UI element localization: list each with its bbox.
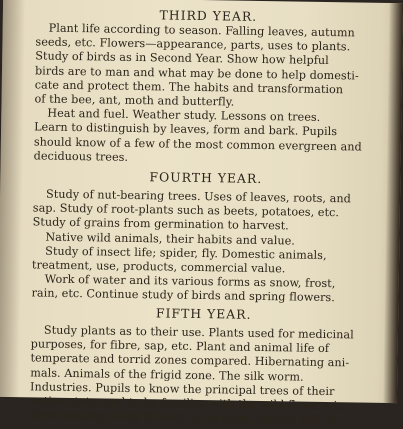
text-line: deciduous trees. [33, 149, 129, 164]
text-line: purposes, for fibre, sap, etc. Plant and animal life of [30, 337, 330, 356]
text-line: Study of grains from germination to harvest. [32, 215, 289, 233]
text-line: Industries. Pupils to know the principal trees of their [29, 380, 335, 398]
text-line: rain, etc. Continue study of birds and spring flowers. [31, 286, 335, 305]
text-line: sap. Study of root-plants such as beets, potatoes, etc. [32, 201, 340, 220]
text-line: Study of nut-bearing trees. Uses of leaves, roots, and [45, 187, 351, 206]
page-gutter-shadow [0, 0, 25, 397]
text-line: Learn to distinguish by leaves, form and bark. Pupils [34, 120, 338, 139]
text-line: their locality. Study flowers as to parts, habits, soil re- [29, 408, 341, 427]
text-line: Study plants as to their use. Plants used for medicinal [43, 323, 354, 342]
text-line: Plant life according to season. Falling leaves, autumn [48, 21, 355, 40]
section-heading-third-year: THIRD YEAR. [159, 7, 258, 24]
text-line: mals. Animals of the frigid zone. The silk worm. [30, 365, 304, 384]
text-line: treatment, use, products, commercial value. [31, 258, 286, 276]
page-edge-shadow [383, 3, 403, 403]
text-line: of the bee, ant, moth and butterfly. [34, 92, 235, 109]
text-line: seeds, etc. Flowers—appearance, parts, uses to plants. [35, 35, 351, 54]
text-line: Study of insect life; spider, fly. Domestic animals, [45, 244, 327, 262]
text-line: birds are to man and what may be done to help domesti- [34, 64, 359, 83]
text-line: Native wild animals, their habits and value. [45, 230, 296, 248]
text-line: Study of birds as in Second Year. Show how helpful [35, 49, 329, 68]
text-line: Work of water and its various forms as snow, frost, [44, 272, 336, 291]
section-heading-fourth-year: FOURTH YEAR. [149, 169, 263, 186]
section-body-fifth-year [29, 323, 376, 428]
text-line: native state, and to be familiar with the wild flowers in [29, 394, 345, 413]
section-body-third-year [34, 21, 381, 168]
text-line: cate and protect them. The habits and transformation [34, 78, 344, 97]
text-line: Heat and fuel. Weather study. Lessons on trees. [47, 106, 321, 125]
section-heading-fifth-year: FIFTH YEAR. [155, 305, 252, 322]
text-line: temperate and torrid zones compared. Hibernating ani- [30, 351, 350, 370]
text-line: should know of a few of the most common evergreen and [33, 135, 362, 154]
section-body-fourth-year [31, 187, 378, 306]
